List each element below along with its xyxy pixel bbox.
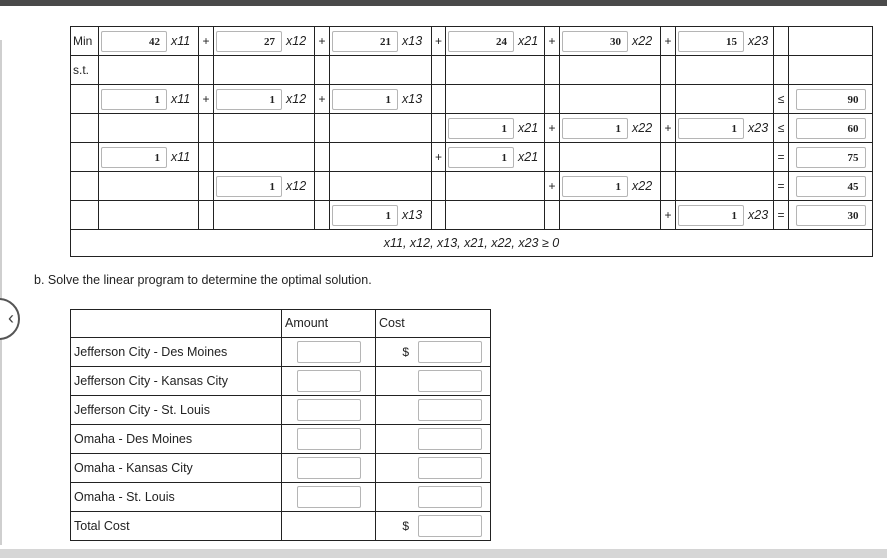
subject-to-row	[71, 56, 873, 85]
coef-field: 1	[101, 147, 167, 168]
equals-sign: =	[774, 201, 789, 230]
coef-field: 21	[332, 31, 398, 52]
cost-header: Cost	[376, 310, 491, 338]
rhs-field: 30	[796, 205, 866, 226]
total-row	[71, 512, 491, 541]
objective-term	[446, 27, 545, 56]
plus-sign: +	[199, 85, 214, 114]
amount-input[interactable]	[297, 457, 361, 479]
route-label: Omaha - St. Louis	[71, 483, 282, 512]
variable-label: x13	[402, 92, 423, 106]
route-label: Jefferson City - Kansas City	[71, 367, 282, 396]
linear-program-table	[70, 26, 873, 257]
window-top-bar	[0, 0, 887, 6]
variable-label: x13	[402, 208, 423, 222]
table-row	[71, 425, 491, 454]
rhs-field: 45	[796, 176, 866, 197]
plus-sign: +	[545, 114, 560, 143]
inequality-sign: ≤	[774, 85, 789, 114]
variable-label: x11	[171, 92, 191, 106]
variable-label: x12	[286, 34, 307, 48]
constraint-row	[71, 172, 873, 201]
constraint-row	[71, 85, 873, 114]
coef-field: 1	[101, 89, 167, 110]
coef-field: 1	[216, 176, 282, 197]
variable-label: x22	[632, 179, 653, 193]
constraint-row	[71, 143, 873, 172]
objective-term	[330, 27, 432, 56]
chevron-left-icon: ‹	[8, 308, 14, 328]
st-label: s.t.	[71, 56, 99, 85]
objective-row	[71, 27, 873, 56]
nonnegativity-constraint: x11, x12, x13, x21, x22, x23 ≥ 0	[71, 230, 873, 257]
variable-label: x22	[632, 121, 653, 135]
rhs-field: 60	[796, 118, 866, 139]
objective-term	[560, 27, 661, 56]
question-text: b. Solve the linear program to determine the optimal solution.	[34, 273, 372, 287]
min-label: Min	[71, 27, 99, 56]
solution-table	[70, 309, 491, 541]
cost-input[interactable]	[418, 341, 482, 363]
coef-field: 1	[448, 118, 514, 139]
total-cost-input[interactable]	[418, 515, 482, 537]
variable-label: x11	[171, 34, 191, 48]
variable-label: x21	[518, 121, 539, 135]
objective-term	[214, 27, 315, 56]
variable-label: x21	[518, 34, 539, 48]
objective-term	[676, 27, 774, 56]
plus-sign: +	[315, 27, 330, 56]
amount-input[interactable]	[297, 370, 361, 392]
variable-label: x21	[518, 150, 539, 164]
plus-sign: +	[432, 27, 446, 56]
coef-field: 27	[216, 31, 282, 52]
plus-sign: +	[661, 201, 676, 230]
coef-field: 42	[101, 31, 167, 52]
coef-field: 15	[678, 31, 744, 52]
cost-input[interactable]	[418, 428, 482, 450]
table-row	[71, 483, 491, 512]
cost-input[interactable]	[418, 457, 482, 479]
plus-sign: +	[661, 114, 676, 143]
variable-label: x23	[748, 208, 769, 222]
plus-sign: +	[432, 143, 446, 172]
variable-label: x11	[171, 150, 191, 164]
cost-input[interactable]	[418, 486, 482, 508]
plus-sign: +	[545, 27, 560, 56]
variable-label: x12	[286, 92, 307, 106]
coef-field: 1	[678, 205, 744, 226]
dollar-sign: $	[402, 345, 409, 359]
amount-input[interactable]	[297, 399, 361, 421]
coef-field: 1	[562, 176, 628, 197]
plus-sign: +	[199, 27, 214, 56]
coef-field: 1	[216, 89, 282, 110]
plus-sign: +	[661, 27, 676, 56]
route-label: Omaha - Des Moines	[71, 425, 282, 454]
table-row	[71, 367, 491, 396]
coef-field: 1	[332, 89, 398, 110]
constraint-row	[71, 114, 873, 143]
coef-field: 1	[448, 147, 514, 168]
variable-label: x12	[286, 179, 307, 193]
rhs-field: 75	[796, 147, 866, 168]
solution-header-row	[71, 310, 491, 338]
coef-field: 1	[562, 118, 628, 139]
inequality-sign: ≤	[774, 114, 789, 143]
equals-sign: =	[774, 172, 789, 201]
plus-sign: +	[315, 85, 330, 114]
variable-label: x22	[632, 34, 653, 48]
table-row	[71, 454, 491, 483]
coef-field: 1	[332, 205, 398, 226]
equals-sign: =	[774, 143, 789, 172]
nonnegativity-row	[71, 230, 873, 257]
route-label: Jefferson City - Des Moines	[71, 338, 282, 367]
cost-input[interactable]	[418, 399, 482, 421]
coef-field: 24	[448, 31, 514, 52]
variable-label: x13	[402, 34, 423, 48]
rhs-field: 90	[796, 89, 866, 110]
dollar-sign: $	[402, 519, 409, 533]
amount-header: Amount	[282, 310, 376, 338]
objective-term	[99, 27, 199, 56]
amount-input[interactable]	[297, 341, 361, 363]
table-row	[71, 338, 491, 367]
bottom-scroll-bar	[0, 549, 887, 558]
amount-input[interactable]	[297, 486, 361, 508]
total-cost-label: Total Cost	[71, 512, 282, 541]
amount-input[interactable]	[297, 428, 361, 450]
left-panel-edge	[0, 40, 2, 545]
variable-label: x23	[748, 34, 769, 48]
coef-field: 30	[562, 31, 628, 52]
route-label: Omaha - Kansas City	[71, 454, 282, 483]
coef-field: 1	[678, 118, 744, 139]
route-label: Jefferson City - St. Louis	[71, 396, 282, 425]
constraint-row	[71, 201, 873, 230]
cost-input[interactable]	[418, 370, 482, 392]
variable-label: x23	[748, 121, 769, 135]
plus-sign: +	[545, 172, 560, 201]
table-row	[71, 396, 491, 425]
